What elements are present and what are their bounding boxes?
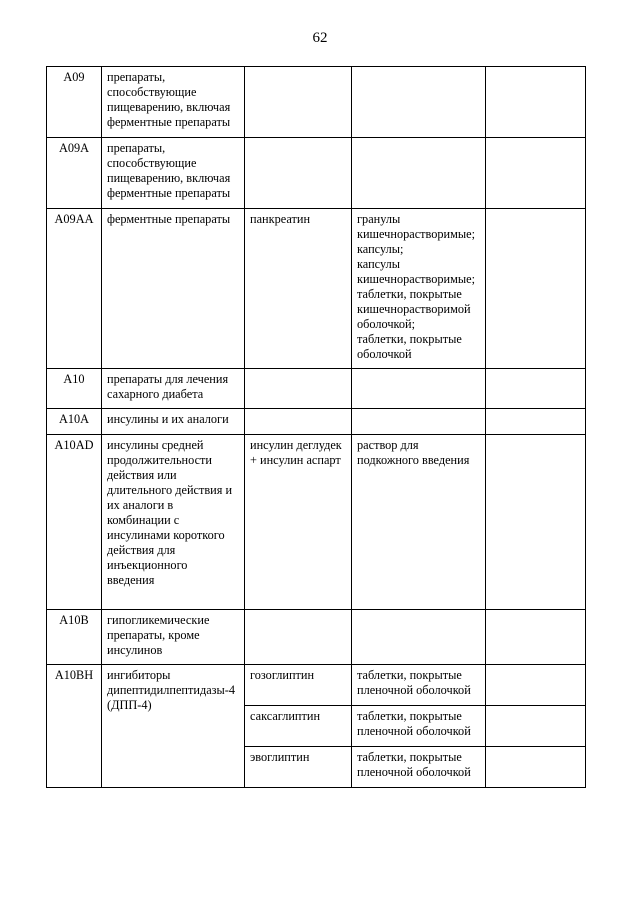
extra-cell — [486, 67, 586, 138]
drug-name — [245, 610, 352, 665]
dosage-form: таблетки, покрытые пленочной оболочкой — [352, 747, 486, 788]
drug-name: гозоглиптин — [245, 665, 352, 706]
atc-group: гипогликемические препараты, кроме инсулинов — [102, 610, 245, 665]
extra-cell — [486, 435, 586, 610]
dosage-form — [352, 409, 486, 435]
extra-cell — [486, 209, 586, 369]
atc-code: A10B — [47, 610, 102, 665]
drug-name — [245, 409, 352, 435]
dosage-form: таблетки, покрытые пленочной оболочкой — [352, 706, 486, 747]
atc-code: A10AD — [47, 435, 102, 610]
drug-name: саксаглиптин — [245, 706, 352, 747]
page-number: 62 — [312, 30, 328, 46]
dosage-form — [352, 67, 486, 138]
dosage-form: гранулы кишечнорастворимые; капсулы; капсулы кишечнорастворимые; таблетки, покрытые кишечнорастворимой оболочкой; таблетки, покрытые оболочкой — [352, 209, 486, 369]
drug-name: эвоглиптин — [245, 747, 352, 788]
atc-group: препараты, способствующие пищеварению, включая ферментные препараты — [102, 67, 245, 138]
atc-code: A10A — [47, 409, 102, 435]
atc-group: препараты, способствующие пищеварению, включая ферментные препараты — [102, 138, 245, 209]
table-row — [47, 665, 586, 706]
table-row — [47, 610, 586, 665]
extra-cell — [486, 610, 586, 665]
atc-group: ферментные препараты — [102, 209, 245, 369]
atc-code: A09AA — [47, 209, 102, 369]
extra-cell — [486, 369, 586, 409]
drug-name — [245, 67, 352, 138]
atc-code: A10BH — [47, 665, 102, 788]
drug-name: инсулин деглудек + инсулин аспарт — [245, 435, 352, 610]
atc-code: A10 — [47, 369, 102, 409]
table-row — [47, 138, 586, 209]
atc-code: A09 — [47, 67, 102, 138]
table-row — [47, 209, 586, 369]
extra-cell — [486, 409, 586, 435]
table-row — [47, 435, 586, 610]
extra-cell — [486, 138, 586, 209]
drug-name — [245, 138, 352, 209]
extra-cell — [486, 665, 586, 706]
atc-group: ингибиторы дипептидилпептидазы-4 (ДПП-4) — [102, 665, 245, 788]
atc-group: препараты для лечения сахарного диабета — [102, 369, 245, 409]
dosage-form: таблетки, покрытые пленочной оболочкой — [352, 665, 486, 706]
extra-cell — [486, 747, 586, 788]
drug-name — [245, 369, 352, 409]
dosage-form: раствор для подкожного введения — [352, 435, 486, 610]
atc-group: инсулины и их аналоги — [102, 409, 245, 435]
dosage-form — [352, 369, 486, 409]
table-row — [47, 67, 586, 138]
atc-code: A09A — [47, 138, 102, 209]
dosage-form — [352, 138, 486, 209]
dosage-form — [352, 610, 486, 665]
table-row — [47, 369, 586, 409]
table-row — [47, 409, 586, 435]
extra-cell — [486, 706, 586, 747]
drug-classification-table — [46, 66, 586, 788]
drug-name: панкреатин — [245, 209, 352, 369]
atc-group: инсулины средней продолжительности действия или длительного действия и их аналоги в комбинации с инсулинами короткого действия для инъекционного введения — [102, 435, 245, 610]
